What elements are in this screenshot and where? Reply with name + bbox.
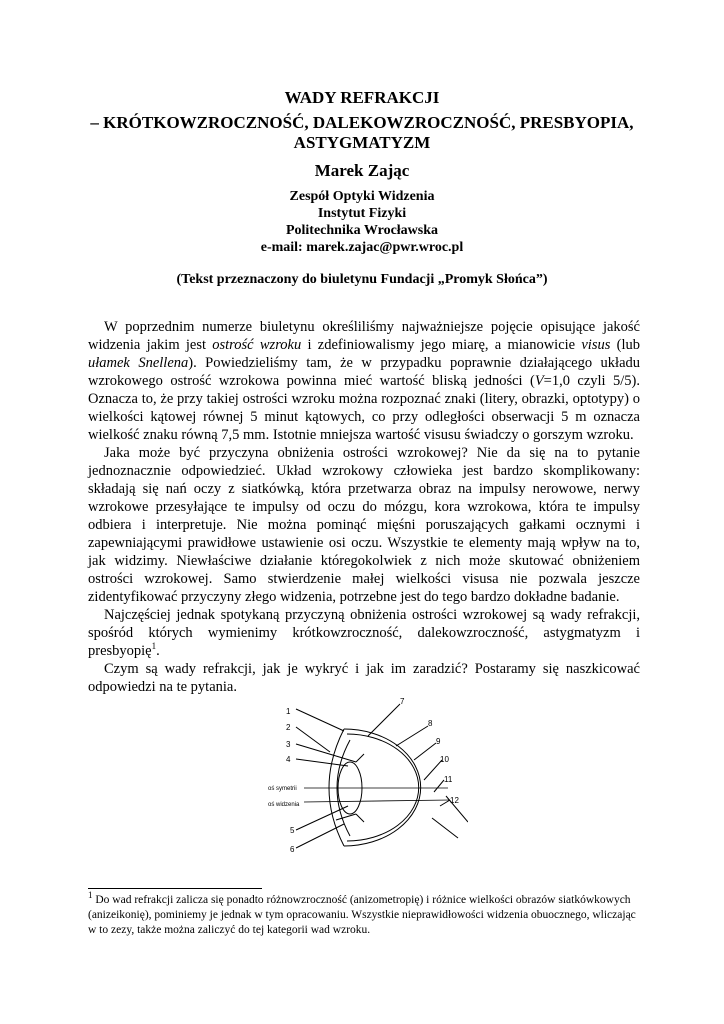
paragraph-1: [88, 318, 640, 444]
publication-note: (Tekst przeznaczony do biuletynu Fundacji „Promyk Słońca”): [176, 272, 548, 287]
axis-vision-label: oś widzenia: [268, 802, 300, 808]
axis-symmetry-label: oś symetrii: [268, 786, 297, 792]
eye-iris-top: [336, 756, 356, 762]
eye-sclera-outer: [344, 729, 421, 846]
p3-text: Najczęściej jednak spotykaną przyczyną obniżenia ostrości wzrokowej są wady refrakcji, spośród których wymienimy krótkowzroczność, dalekowzroczność, astygmatyzm i presbyopię: [88, 607, 640, 659]
fig-label-1: 1: [286, 707, 291, 716]
term-ostrosc-wzroku: ostrość wzroku: [212, 337, 302, 353]
fig-label-3: 3: [286, 740, 291, 749]
axis-of-vision: [304, 800, 450, 802]
footnote: [88, 890, 640, 938]
paragraph-4: Czym są wady refrakcji, jak je wykryć i jak im zaradzić? Postaramy się naszkicować odpowiedzi na te pytania.: [88, 661, 640, 695]
p1-text-e: (lub: [610, 337, 640, 353]
fig-label-10: 10: [440, 755, 449, 764]
fig-label-12: 12: [450, 796, 459, 805]
affiliation-team: Zespół Optyki Widzenia: [289, 189, 435, 204]
footnote-marker: 1: [88, 890, 93, 901]
fig-label-8: 8: [428, 719, 433, 728]
fig-label-5: 5: [290, 826, 295, 835]
affiliation-block: [0, 188, 724, 256]
title-line-1: WADY REFRAKCJI: [284, 88, 440, 107]
p1-text-g: ). Powiedzieliśmy tam, że w przypadku poprawnie działającego układu wzrokowego ostrość wzrokowa powinna mieć wartość bliską jedności (: [88, 355, 640, 389]
term-visus: visus: [581, 337, 611, 353]
fig-label-7: 7: [400, 697, 405, 706]
fig-label-4: 4: [286, 755, 291, 764]
p1-text-c: i zdefiniowalismy jego miarę, a mianowicie: [301, 337, 582, 353]
eye-diagram: [264, 696, 468, 862]
affiliation-email: e-mail: marek.zajac@pwr.wroc.pl: [260, 240, 464, 255]
paragraph-2: Jaka może być przyczyna obniżenia ostrości wzrokowej? Nie da się na to pytanie jednoznacznie odpowiedzieć. Układ wzrokowy człowieka jest bardzo skomplikowany: składają się nań oczy z siatkówką, która przetwarza obraz na impulsy nerowowe, nerwy wzrokowe przesyłające te impulsy od oczu do mózgu, kora wzrokowa, która te impulsy odbiera i interpretuje. Nie można pominąć mięśni poruszających gałkami ocznymi i zapewniającymi prawidłowe ustawienie osi oczu. Wszystkie te elementy mają wpływ na to, jak widzimy. Niewłaściwe działanie któregokolwiek z nich może skutować obniżeniem ostrości wzrokowej. Samo stwierdzenie małej wielkości visusa nie pozwala jeszcze zidentyfikować przyczyny złego widzenia, potrzebne jest do tego bardzo dokładne badanie.: [88, 445, 640, 605]
term-v: V: [534, 373, 544, 389]
fig-label-6: 6: [290, 845, 295, 854]
footnote-separator: [88, 888, 262, 889]
paragraph-3: [88, 606, 640, 660]
fig-label-2: 2: [286, 723, 291, 732]
author-name: Marek Zając: [314, 161, 410, 180]
term-ulamek-snellena: ułamek Snellena: [88, 355, 189, 371]
affiliation-university: Politechnika Wrocławska: [285, 223, 439, 238]
footnote-reference[interactable]: 1: [151, 641, 157, 652]
eye-sclera-inner: [347, 734, 419, 841]
eye-ciliary-top: [356, 754, 364, 762]
title-line-2: – KRÓTKOWZROCZNOŚĆ, DALEKOWZROCZNOŚĆ, PRESBYOPIA, ASTYGMATYZM: [90, 113, 634, 152]
fig-label-11: 11: [444, 775, 453, 784]
eye-iris-bottom: [336, 814, 356, 820]
footnote-text: Do wad refrakcji zalicza się ponadto różnowzroczność (anizometropię) i różnice wielkości obrazów siatkówkowych (anizeikonię), pominiemy je jednak w tym opracowaniu. Wszystkie nieprawidłowości widzenia obuocznego, wliczając w to zezy, także można zaliczyć do tej kategorii wad wzroku.: [88, 894, 636, 936]
affiliation-institute: Instytut Fizyki: [317, 206, 407, 221]
optic-nerve-bottom: [432, 818, 458, 838]
p1-text-a: W poprzednim numerze biuletynu określiliśmy najważniejsze pojęcie opisujące jakość widzenia jakim jest: [88, 319, 640, 353]
article-body: [88, 318, 640, 696]
eye-ciliary-bottom: [356, 814, 364, 822]
fig-label-9: 9: [436, 737, 441, 746]
p1-text-i: =1,0 czyli 5/5). Oznacza to, że przy takiej ostrości wzroku można rozpoznać znaki (litery, obrazki, optotypy) o wielkości kątowej równej 5 minut kątowych, co przy odległości obserwacji 5 m oznacza wielkość znaku równą 7,5 mm. Istotnie mniejsza wartość visusu świadczy o gorszym wzroku.: [88, 373, 640, 443]
p3-end: .: [156, 643, 160, 659]
